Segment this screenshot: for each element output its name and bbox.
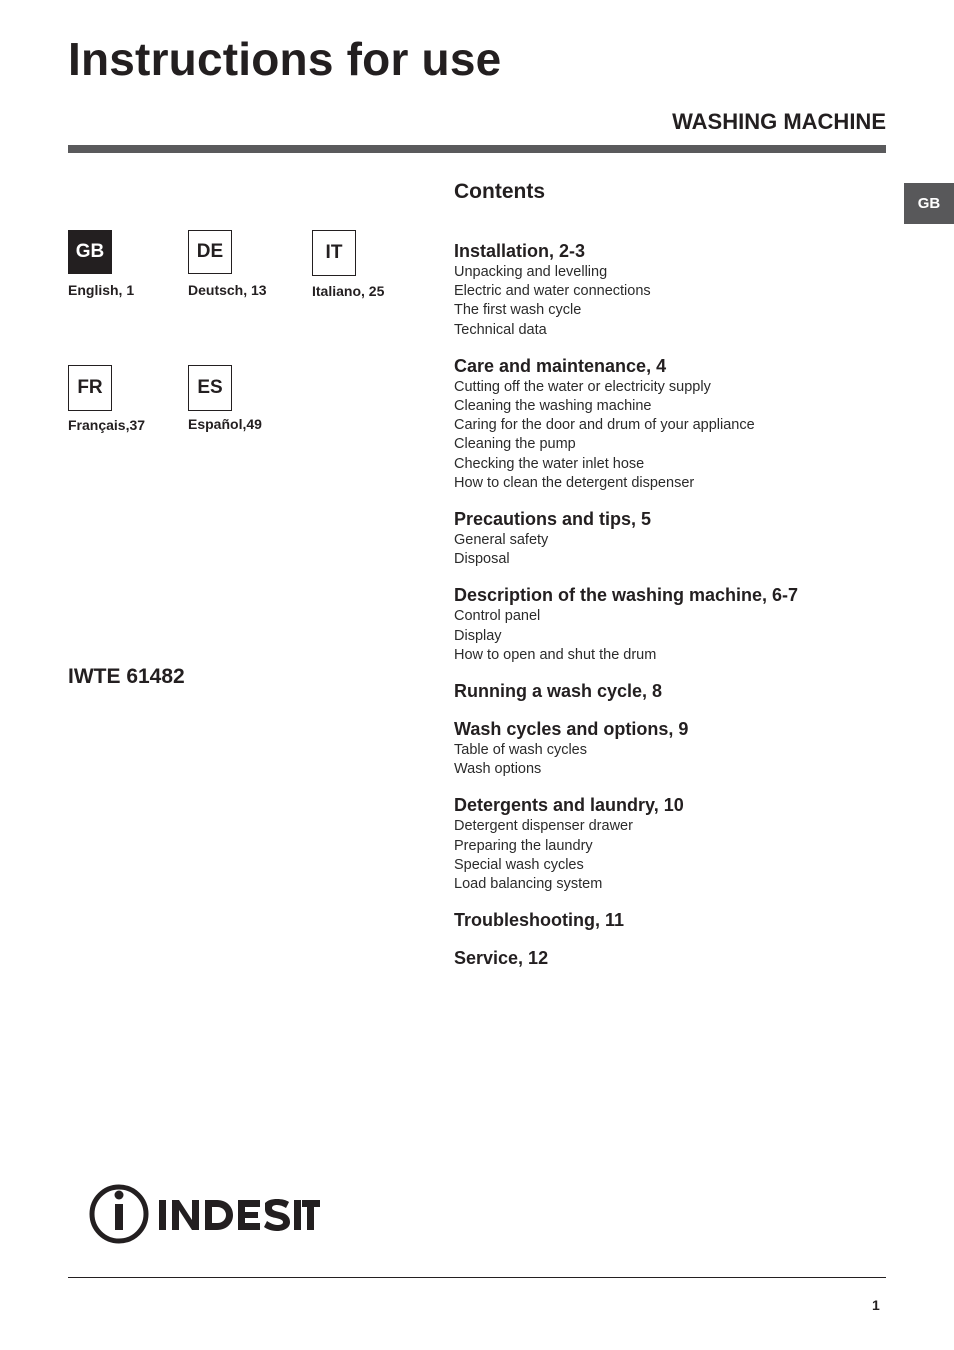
language-de[interactable] (188, 230, 298, 298)
language-label: Français,37 (68, 417, 146, 433)
toc-item[interactable]: Wash options (454, 761, 542, 778)
toc-item[interactable]: Cleaning the pump (454, 436, 576, 453)
toc-item[interactable]: The first wash cycle (454, 302, 582, 319)
toc-section-title[interactable]: Precautions and tips, 5 (454, 509, 652, 530)
indesit-logo (88, 1183, 320, 1245)
toc-section-service (454, 947, 894, 970)
model-number: IWTE 61482 (68, 665, 185, 688)
toc-item[interactable]: Detergent dispenser drawer (454, 818, 633, 835)
toc-section-installation (454, 240, 894, 340)
language-code-badge: IT (312, 230, 356, 276)
language-code-badge: FR (68, 365, 112, 411)
toc-item[interactable]: Control panel (454, 608, 541, 625)
toc-section-title[interactable]: Detergents and laundry, 10 (454, 795, 684, 816)
language-label: English, 1 (68, 282, 135, 298)
language-it[interactable] (312, 230, 422, 299)
toc-item[interactable]: Display (454, 627, 502, 644)
contents-heading: Contents (454, 180, 545, 203)
toc-item[interactable]: How to clean the detergent dispenser (454, 474, 695, 491)
toc-item[interactable]: Disposal (454, 551, 510, 568)
language-code-badge: GB (68, 230, 112, 274)
toc-section-wash-cycles (454, 718, 894, 779)
language-label: Español,49 (188, 416, 262, 432)
toc-section-troubleshooting (454, 909, 894, 932)
language-label: Italiano, 25 (312, 283, 385, 299)
toc-section-running (454, 680, 894, 703)
toc-item[interactable]: Cutting off the water or electricity supply (454, 378, 711, 395)
toc-section-title[interactable]: Running a wash cycle, 8 (454, 681, 663, 702)
table-of-contents (454, 240, 894, 985)
language-es[interactable] (188, 365, 298, 432)
toc-section-precautions (454, 508, 894, 569)
toc-item[interactable]: How to open and shut the drum (454, 646, 657, 663)
product-type: WASHING MACHINE (672, 109, 886, 134)
toc-section-title[interactable]: Care and maintenance, 4 (454, 355, 667, 376)
toc-item[interactable]: Checking the water inlet hose (454, 455, 645, 472)
header-divider (68, 145, 886, 153)
toc-item[interactable]: Unpacking and levelling (454, 264, 608, 280)
language-side-tab: GB (904, 183, 954, 224)
language-code-badge: DE (188, 230, 232, 274)
toc-item[interactable]: Load balancing system (454, 876, 603, 893)
toc-item[interactable]: Electric and water connections (454, 283, 651, 300)
toc-item[interactable]: Cleaning the washing machine (454, 398, 652, 415)
toc-section-description (454, 584, 894, 665)
language-fr[interactable] (68, 365, 178, 433)
toc-section-title[interactable]: Service, 12 (454, 948, 549, 969)
toc-item[interactable]: General safety (454, 532, 549, 549)
toc-item[interactable]: Preparing the laundry (454, 837, 593, 854)
page-number: 1 (872, 1297, 880, 1313)
toc-section-title[interactable]: Troubleshooting, 11 (454, 910, 625, 931)
toc-section-detergents (454, 794, 894, 894)
toc-section-title[interactable]: Installation, 2-3 (454, 241, 586, 261)
toc-item[interactable]: Caring for the door and drum of your appliance (454, 417, 755, 434)
toc-section-title[interactable]: Wash cycles and options, 9 (454, 719, 689, 740)
indesit-logo-icon (88, 1182, 320, 1246)
toc-item[interactable]: Technical data (454, 321, 547, 338)
toc-item[interactable]: Special wash cycles (454, 856, 584, 873)
toc-section-care (454, 355, 894, 493)
language-gb[interactable] (68, 230, 178, 298)
footer-divider (68, 1277, 886, 1278)
language-label: Deutsch, 13 (188, 282, 267, 298)
language-code-badge: ES (188, 365, 232, 411)
document-title: Instructions for use (68, 33, 502, 85)
toc-item[interactable]: Table of wash cycles (454, 742, 587, 759)
toc-section-title[interactable]: Description of the washing machine, 6-7 (454, 585, 799, 606)
